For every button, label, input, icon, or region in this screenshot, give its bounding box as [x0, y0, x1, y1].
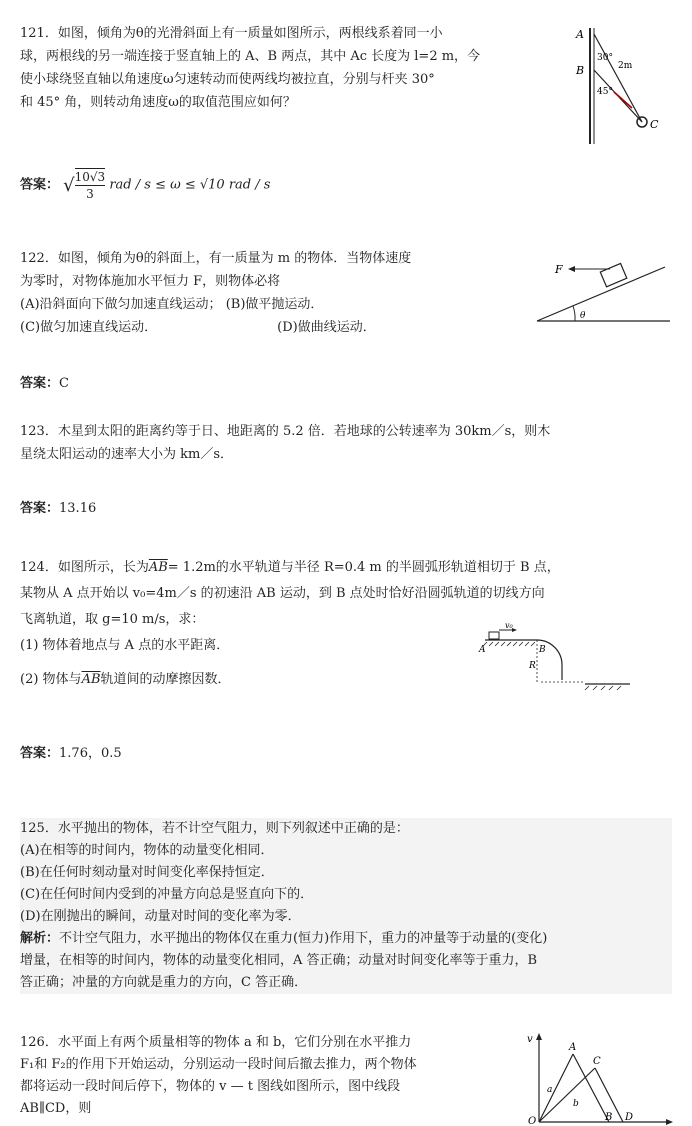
q124-figure	[475, 622, 635, 692]
q121-answer-range: rad / s ≤ ω ≤ √10 rad / s	[109, 177, 271, 193]
q123-line: 星绕太阳运动的速率大小为 km／s．	[20, 447, 234, 462]
q125-option: (C)在任何时间内受到的冲量方向总是竖直向下的．	[20, 887, 314, 902]
q125-line: 125．水平抛出的物体，若不计空气阻力，则下列叙述中正确的是：	[20, 821, 409, 836]
q121-fig-label-30: 30°	[597, 53, 613, 63]
q122-line: 为零时，对物体施加水平恒力 F，则物体必将	[20, 274, 281, 289]
question-123-text	[20, 420, 550, 466]
q122-line: 122．如图，倾角为θ的斜面上，有一质量为 m 的物体．当物体速度	[20, 251, 412, 266]
q126-fig-label-v: v	[527, 1034, 533, 1045]
q124-ab-segment: $\overline{AB}$	[81, 672, 101, 687]
q122-figure	[535, 245, 675, 330]
analysis-label: 解析：	[20, 931, 60, 946]
question-126-text	[20, 1032, 417, 1120]
q122-answer	[20, 372, 69, 391]
q126-fig-label-line-b: b	[573, 1099, 579, 1109]
q124-answer-value: 1.76，0.5	[59, 746, 122, 761]
q124-line: 某物从 A 点开始以 v₀=4m／s 的初速沿 AB 运动，到 B 点处时恰好沿圆弧轨道的切线方向	[20, 586, 545, 601]
answer-label: 答案：	[20, 177, 60, 193]
q126-vt-graph	[525, 1030, 675, 1126]
q123-line: 123．木星到太阳的距离约等于日、地距离的 5.2 倍．若地球的公转速率为 30km／s，则木	[20, 424, 551, 439]
q126-fig-label-a: A	[569, 1042, 577, 1053]
q121-fig-label-c: C	[650, 118, 659, 131]
q122-answer-value: C	[59, 376, 69, 391]
q126-fig-label-b: B	[605, 1112, 613, 1123]
q122-option-b: (B)做平抛运动．	[225, 297, 324, 312]
q126-line: AB∥CD，则	[20, 1101, 92, 1116]
q126-fig-label-d: D	[625, 1112, 634, 1123]
q121-figure	[560, 22, 670, 147]
question-125-text	[20, 818, 672, 994]
q124-line1-pre: 124．如图所示，长为	[20, 560, 149, 575]
q124-line1-post: = 1.2m的水平轨道与半径 R=0.4 m 的半圆弧形轨道相切于 B 点，	[167, 560, 560, 575]
answer-label: 答案：	[20, 501, 60, 516]
q124-fig-label-b: B	[539, 645, 546, 655]
q125-option: (D)在刚抛出的瞬间，动量对时间的变化率为零．	[20, 909, 301, 924]
q121-answer: 答案： √ $\frac{10√3}{3}$ rad / s ≤ ω ≤ √10 rad / s	[20, 170, 271, 201]
q124-sub1: (1) 物体着地点与 A 点的水平距离．	[20, 638, 230, 653]
q124-fig-label-r: R	[529, 661, 536, 671]
answer-label: 答案：	[20, 376, 60, 391]
q121-fig-label-a: A	[576, 28, 584, 41]
q125-analysis-line: 答正确；冲量的方向就是重力的方向，C 答正确．	[20, 975, 308, 990]
q122-fig-label-f: F	[555, 263, 563, 276]
q122-option-a: (A)沿斜面向下做匀加速直线运动；	[20, 297, 222, 312]
q126-fig-label-o: O	[528, 1116, 537, 1126]
q121-line: 球，两根线的另一端连接于竖直轴上的 A、B 两点，其中 Ac 长度为 l=2 m，今	[20, 49, 481, 64]
q125-option: (A)在相等的时间内，物体的动量变化相同．	[20, 843, 274, 858]
q124-line: 飞离轨道，取 g=10 m/s，求：	[20, 612, 205, 627]
q125-option: (B)在任何时刻动量对时间变化率保持恒定．	[20, 865, 274, 880]
q122-option-d: (D)做曲线运动．	[277, 320, 376, 335]
q121-answer-numerator: 10√3	[74, 170, 106, 184]
q126-line: F₁和 F₂的作用下开始运动，分别运动一段时间后撤去推力，两个物体	[20, 1057, 417, 1072]
q126-line: 126．水平面上有两个质量相等的物体 a 和 b，它们分别在水平推力	[20, 1035, 412, 1050]
q126-fig-label-line-a: a	[547, 1085, 553, 1095]
q124-sub2-pre: (2) 物体与	[20, 672, 82, 687]
q124-fig-label-a: A	[479, 645, 486, 655]
q121-line: 121．如图，倾角为θ的光滑斜面上有一质量如图所示，两根线系着同一小	[20, 26, 443, 41]
q124-ab-segment: $\overline{AB}$	[148, 560, 168, 575]
q124-sub2-post: 轨道间的动摩擦因数．	[100, 672, 231, 687]
q121-line: 使小球绕竖直轴以角速度ω匀速转动而使两线均被拉直，分别与杆夹 30°	[20, 72, 435, 87]
q122-option-c: (C)做匀加速直线运动．	[20, 320, 158, 335]
q121-fig-label-b: B	[576, 64, 585, 77]
q121-fig-label-2m: 2m	[618, 61, 633, 71]
answer-label: 答案：	[20, 746, 60, 761]
q123-answer	[20, 497, 96, 516]
q121-line: 和 45° 角，则转动角速度ω的取值范围应如何？	[20, 95, 296, 110]
q125-analysis-line: 增量，在相等的时间内，物体的动量变化相同，A 答正确；动量对时间变化率等于重力，B	[20, 953, 538, 968]
q124-fig-label-v0: v₀	[505, 622, 513, 630]
q122-fig-label-theta: θ	[580, 311, 586, 321]
q121-fig-label-45: 45°	[597, 87, 613, 97]
question-122-text	[20, 247, 411, 339]
q126-fig-label-c: C	[593, 1056, 601, 1067]
q126-line: 都将运动一段时间后停下，物体的 v — t 图线如图所示，图中线段	[20, 1079, 401, 1094]
q125-analysis-line: 不计空气阻力，水平抛出的物体仅在重力(恒力)作用下，重力的冲量等于动量的(变化)	[59, 931, 548, 946]
q123-answer-value: 13.16	[59, 501, 97, 516]
q121-answer-denominator: 3	[86, 187, 94, 201]
question-121-text	[20, 22, 480, 114]
q124-answer	[20, 742, 122, 761]
